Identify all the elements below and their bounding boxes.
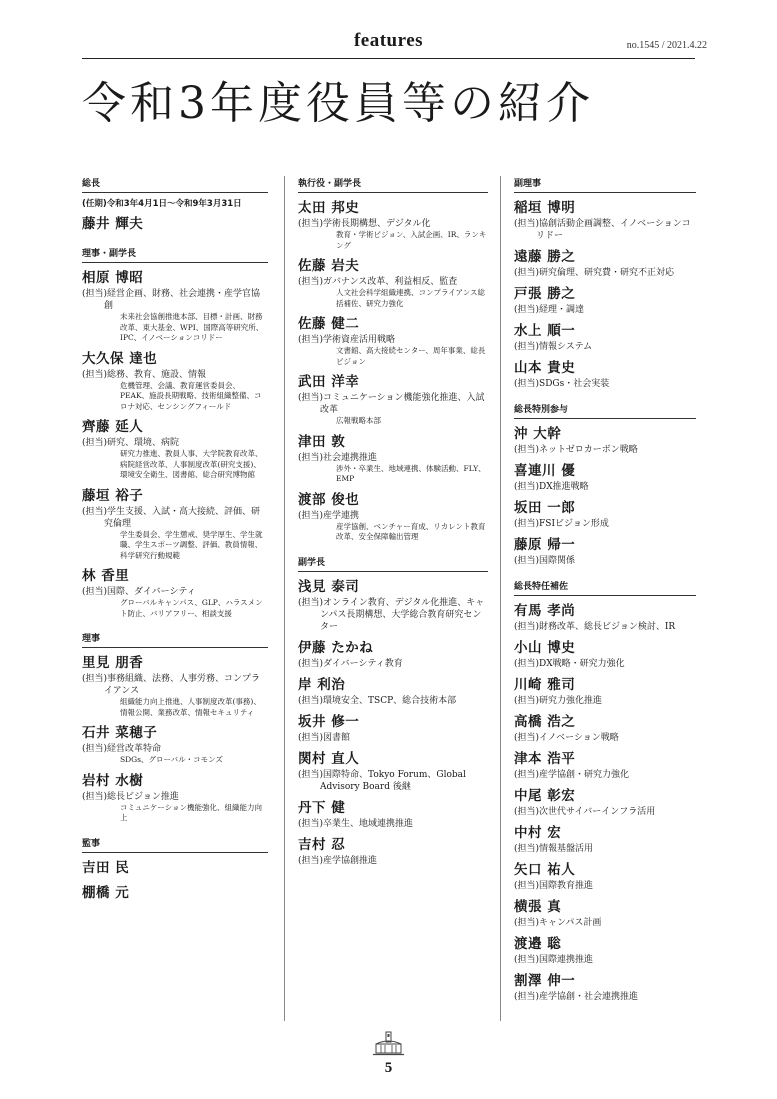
- section-heading: 執行役・副学長: [298, 176, 488, 193]
- role-text: 情報基盤活用: [539, 844, 594, 854]
- person-name: 津本 浩平: [514, 751, 576, 767]
- section-heading: 監事: [82, 836, 268, 853]
- person-detail: 危機管理、会議、教育運営委員会、PEAK、施設長期戦略、技術組織整備、コロナ対応、センシングフィールド: [120, 380, 262, 411]
- role-text: オンライン教育、デジタル化推進、キャンパス長期構想、大学総合教育研究センター: [320, 597, 485, 632]
- person-role: [514, 954, 696, 966]
- person-entry: [82, 487, 268, 562]
- person-entry: [514, 285, 696, 316]
- role-tag: (担当): [514, 305, 540, 315]
- person-role: [82, 791, 268, 803]
- column-divider: [500, 176, 501, 1021]
- section-heading: 副理事: [514, 176, 696, 193]
- role-tag: (担当): [298, 335, 324, 345]
- person-entry: [514, 898, 696, 929]
- role-text: 財務改革、総長ビジョン検討、IR: [539, 622, 676, 632]
- role-tag: (担当): [298, 597, 324, 608]
- role-tag: (担当): [514, 733, 540, 743]
- person-detail: 広報戦略本部: [336, 416, 381, 425]
- role-text: イノベーション戦略: [539, 733, 619, 743]
- role-text: 国際教育推進: [539, 881, 594, 891]
- person-name: 有馬 孝尚: [514, 603, 576, 619]
- person-name: 棚橋 元: [82, 884, 130, 901]
- person-entry: [298, 315, 488, 367]
- role-tag: (担当): [514, 445, 540, 455]
- person-detail: 学生委員会、学生懲戒、奨学厚生、学生就職、学生スポーツ調整、評価、教員情報、科学研究行動規範: [120, 529, 263, 560]
- person-name: 林 香里: [82, 568, 130, 584]
- person-role: [298, 818, 488, 830]
- person-name: 佐藤 健二: [298, 316, 360, 332]
- person-detail: 人文社会科学組織連携、コンプライアンス総括補佐、研究力強化: [336, 288, 486, 308]
- person-role: [514, 991, 696, 1003]
- person-detail: 組織能力向上推進、人事制度改革(事務)、情報公開、業務改革、情報セキュリティ: [120, 697, 261, 717]
- person-entry: [514, 861, 696, 892]
- role-tag: (担当): [514, 342, 540, 352]
- role-tag: (担当): [514, 844, 540, 854]
- person-name: 遠藤 勝之: [514, 249, 576, 265]
- person-role: [514, 621, 696, 633]
- person-name: 山本 貴史: [514, 360, 576, 376]
- section-vice-presidents: [298, 578, 488, 867]
- role-tag: (担当): [514, 622, 540, 632]
- role-text: 事務組織、法務、人事労務、コンプライアンス: [104, 674, 261, 696]
- role-text: SDGs・社会実装: [539, 379, 610, 389]
- person-name: 横張 真: [514, 899, 562, 915]
- person-name: 坂田 一郎: [514, 500, 576, 516]
- person-entry: [82, 884, 268, 903]
- person-name: 里見 朋香: [82, 655, 144, 671]
- role-text: 国際関係: [539, 556, 576, 566]
- role-tag: (担当): [514, 219, 540, 229]
- person-detail: 教育・学術ビジョン、入試企画、IR、ランキング: [336, 230, 487, 250]
- role-text: 協創活動企画調整、イノベーションコリドー: [536, 219, 691, 241]
- person-name: 中村 宏: [514, 825, 562, 841]
- person-name: 中尾 彰宏: [514, 788, 576, 804]
- role-tag: (担当): [514, 992, 540, 1002]
- person-entry: [82, 567, 268, 619]
- person-role: [514, 695, 696, 707]
- role-text: 国際、ダイバーシティ: [107, 587, 196, 597]
- person-name: 戸張 勝之: [514, 286, 576, 302]
- role-tag: (担当): [514, 770, 540, 780]
- section-heading: 総長特別参与: [514, 402, 696, 419]
- role-tag: (担当): [514, 659, 540, 669]
- person-role: [514, 218, 696, 242]
- person-entry: [514, 824, 696, 855]
- role-tag: (担当): [298, 510, 324, 521]
- person-name: 渡部 俊也: [298, 491, 360, 508]
- person-role: [298, 276, 488, 288]
- person-entry: [298, 433, 488, 485]
- role-tag: (担当): [82, 506, 108, 517]
- role-tag: (担当): [514, 482, 540, 492]
- person-role: [514, 444, 696, 456]
- person-name: 渡邉 聡: [514, 936, 562, 952]
- role-tag: (担当): [82, 369, 108, 380]
- person-entry: [298, 373, 488, 427]
- person-role: [298, 732, 488, 744]
- person-entry: [298, 199, 488, 251]
- person-role: [82, 586, 268, 598]
- person-entry: [298, 639, 488, 670]
- person-name: 割澤 伸一: [514, 973, 576, 989]
- person-role: [298, 597, 488, 633]
- person-entry: [82, 269, 268, 344]
- section-heading: 総長特任補佐: [514, 579, 696, 596]
- role-text: 研究、環境、病院: [107, 438, 180, 448]
- page-title: 令和3年度役員等の紹介: [82, 78, 594, 129]
- person-entry: [298, 491, 488, 543]
- person-entry: [514, 713, 696, 744]
- section-special-counselors: [514, 425, 696, 567]
- person-entry: [514, 787, 696, 818]
- role-tag: (担当): [514, 955, 540, 965]
- person-name: 藤垣 裕子: [82, 487, 144, 504]
- person-role: [298, 392, 488, 416]
- section-heading: 総長: [82, 176, 268, 193]
- role-tag: (担当): [298, 732, 324, 743]
- person-role: [82, 369, 268, 381]
- person-name: 太田 邦史: [298, 200, 360, 216]
- person-name: 浅見 泰司: [298, 578, 360, 595]
- role-tag: (担当): [298, 393, 324, 403]
- role-tag: (担当): [82, 289, 108, 299]
- role-tag: (担当): [82, 744, 108, 754]
- column-divider: [284, 176, 285, 1021]
- role-text: 産学協創・社会連携推進: [539, 992, 639, 1002]
- person-role: [514, 806, 696, 818]
- person-role: [82, 743, 268, 755]
- role-text: 学生支援、入試・高大接続、評価、研究倫理: [104, 506, 261, 529]
- role-tag: (担当): [514, 379, 540, 389]
- person-name: 稲垣 博明: [514, 200, 576, 216]
- person-role: [514, 769, 696, 781]
- person-name: 小山 博史: [514, 640, 576, 656]
- role-tag: (担当): [298, 695, 324, 706]
- role-tag: (担当): [514, 519, 540, 529]
- person-role: [514, 658, 696, 670]
- person-role: [298, 334, 488, 346]
- person-role: [298, 769, 488, 793]
- role-tag: (担当): [298, 658, 324, 669]
- section-directors: [82, 654, 268, 824]
- role-tag: (担当): [514, 881, 540, 891]
- person-name: 佐藤 岩夫: [298, 258, 360, 274]
- role-tag: (担当): [82, 791, 108, 802]
- person-role: [514, 341, 696, 353]
- issue-info: no.1545 / 2021.4.22: [626, 40, 707, 51]
- person-role: [82, 673, 268, 697]
- role-text: ガバナンス改革、利益相反、監査: [323, 277, 458, 287]
- person-entry: [514, 676, 696, 707]
- person-entry: [298, 836, 488, 867]
- person-role: [82, 506, 268, 530]
- page-number: 5: [384, 1060, 393, 1076]
- role-text: キャンパス計画: [539, 918, 602, 928]
- role-text: 経理・調達: [539, 305, 585, 315]
- role-tag: (担当): [298, 452, 324, 463]
- person-entry: [514, 359, 696, 390]
- person-entry: [514, 639, 696, 670]
- role-tag: (担当): [298, 818, 324, 829]
- role-text: コミュニケーション機能強化推進、入試改革: [320, 393, 485, 415]
- person-entry: [298, 799, 488, 830]
- role-text: 卒業生、地域連携推進: [323, 818, 414, 829]
- person-name: 岸 利治: [298, 676, 346, 693]
- role-text: 経営企画、財務、社会連携・産学官協創: [104, 289, 261, 311]
- person-entry: [514, 425, 696, 456]
- person-name: 喜連川 優: [514, 463, 576, 479]
- person-entry: [82, 724, 268, 766]
- person-role: [298, 695, 488, 707]
- person-name: 藤原 帰一: [514, 537, 576, 553]
- person-detail: 渉外・卒業生、地域連携、体験活動、FLY、EMP: [336, 463, 486, 483]
- person-role: [514, 378, 696, 390]
- person-entry: [298, 713, 488, 744]
- section-exec-vp: [82, 269, 268, 619]
- role-text: 産学協創・研究力強化: [539, 770, 630, 780]
- person-entry: [514, 972, 696, 1003]
- role-tag: (担当): [82, 587, 108, 597]
- role-tag: (担当): [82, 674, 108, 684]
- person-name: 吉村 忍: [298, 836, 346, 853]
- person-entry: [514, 499, 696, 530]
- role-text: 総務、教育、施設、情報: [107, 369, 207, 380]
- header-title: features: [353, 30, 424, 51]
- person-name: 沖 大幹: [514, 426, 562, 442]
- role-text: DX推進戦略: [539, 482, 589, 492]
- role-tag: (担当): [514, 696, 540, 706]
- section-president: [82, 215, 268, 234]
- person-role: [82, 437, 268, 449]
- role-text: 環境安全、TSCP、総合技術本部: [323, 695, 457, 706]
- section-special-assistants: [514, 602, 696, 1003]
- person-entry: [514, 199, 696, 242]
- section-executives: [298, 199, 488, 543]
- person-entry: [82, 772, 268, 824]
- person-name: 吉田 民: [82, 859, 130, 876]
- person-entry: [514, 248, 696, 279]
- person-name: 津田 敦: [298, 433, 346, 450]
- person-role: [514, 917, 696, 929]
- person-entry: [82, 350, 268, 413]
- role-text: ダイバーシティ教育: [323, 658, 403, 669]
- column-2: [298, 176, 488, 873]
- person-name: 石井 菜穂子: [82, 725, 158, 741]
- person-entry: [514, 935, 696, 966]
- person-name: 相原 博昭: [82, 270, 144, 286]
- person-role: [298, 855, 488, 867]
- person-entry: [82, 215, 268, 234]
- person-detail: 未来社会協創推進本部、目標・計画、財務改革、東大基金、WPI、国際高等研究所、IPC、イノベーションコリドー: [120, 312, 264, 342]
- person-name: 岩村 水樹: [82, 772, 144, 789]
- role-text: 研究力強化推進: [539, 696, 603, 706]
- person-name: 高橋 浩之: [514, 714, 576, 730]
- person-name: 大久保 達也: [82, 350, 158, 367]
- role-tag: (担当): [514, 918, 540, 928]
- person-entry: [298, 676, 488, 707]
- person-detail: 研究力推進、教員人事、大学院教育改革、病院経営改革、人事制度改革(研究支援)、環境安全衛生、図書館、総合研究博物館: [120, 449, 263, 479]
- person-role: [514, 843, 696, 855]
- person-entry: [514, 750, 696, 781]
- role-text: 産学協創推進: [323, 855, 378, 866]
- person-detail: 産学協創、ベンチャー育成、リカレント教育改革、安全保障輸出管理: [336, 521, 486, 541]
- role-text: 研究倫理、研究費・研究不正対応: [539, 268, 675, 278]
- role-text: 総長ビジョン推進: [107, 791, 179, 802]
- role-tag: (担当): [82, 438, 108, 448]
- person-detail: コミュニケーション機能強化、組織能力向上: [120, 802, 263, 822]
- person-role: [298, 510, 488, 522]
- person-entry: [298, 750, 488, 793]
- role-text: 経営改革特命: [107, 744, 162, 754]
- role-text: DX戦略・研究力強化: [539, 659, 625, 669]
- section-heading: 理事: [82, 631, 268, 648]
- role-text: 社会連携推進: [323, 452, 378, 463]
- person-name: 矢口 祐人: [514, 862, 576, 878]
- person-role: [514, 518, 696, 530]
- role-text: 情報システム: [539, 342, 593, 352]
- role-tag: (担当): [514, 807, 540, 817]
- section-heading: 理事・副学長: [82, 246, 268, 263]
- person-role: [298, 658, 488, 670]
- person-entry: [298, 578, 488, 633]
- role-text: 国際特命、Tokyo Forum、Global Advisory Board 後継: [320, 769, 466, 792]
- person-detail: SDGs、グローバル・コモンズ: [120, 755, 223, 764]
- person-role: [514, 481, 696, 493]
- role-text: 次世代サイバーインフラ活用: [539, 807, 656, 817]
- role-tag: (担当): [514, 268, 540, 278]
- person-role: [514, 304, 696, 316]
- person-name: 水上 順一: [514, 323, 576, 339]
- person-entry: [298, 257, 488, 309]
- role-tag: (担当): [514, 556, 540, 566]
- person-entry: [514, 462, 696, 493]
- role-text: FSIビジョン形成: [539, 519, 609, 529]
- role-tag: (担当): [298, 219, 324, 229]
- person-role: [514, 732, 696, 744]
- column-3: [514, 176, 696, 1009]
- role-text: 国際連携推進: [539, 955, 594, 965]
- role-text: 図書館: [323, 732, 351, 743]
- person-name: 関村 直人: [298, 750, 360, 767]
- role-tag: (担当): [298, 277, 324, 287]
- person-entry: [514, 536, 696, 567]
- person-entry: [82, 418, 268, 481]
- role-tag: (担当): [298, 855, 324, 866]
- yasuda-auditorium-icon: [372, 1030, 405, 1058]
- term-of-office: (任期)令和3年4月1日～令和9年3月31日: [82, 199, 242, 209]
- person-role: [514, 880, 696, 892]
- person-name: 川崎 雅司: [514, 677, 576, 693]
- role-text: 学術資産活用戦略: [323, 335, 396, 345]
- person-name: 齊藤 延人: [82, 419, 144, 435]
- role-tag: (担当): [298, 769, 324, 780]
- person-name: 武田 洋幸: [298, 374, 360, 390]
- person-role: [514, 267, 696, 279]
- header-rule: [82, 58, 695, 59]
- section-auditors: [82, 859, 268, 903]
- person-role: [82, 288, 268, 312]
- person-name: 伊藤 たかね: [298, 639, 374, 656]
- section-heading: 副学長: [298, 555, 488, 572]
- person-entry: [82, 654, 268, 718]
- role-text: 学術長期構想、デジタル化: [323, 219, 431, 229]
- role-text: ネットゼロカーボン戦略: [539, 445, 638, 455]
- person-name: 坂井 修一: [298, 713, 360, 730]
- person-detail: 文書館、高大接続センター、周年事業、総長ビジョン: [336, 346, 486, 366]
- person-entry: [514, 322, 696, 353]
- column-1: [82, 176, 268, 909]
- person-entry: [514, 602, 696, 633]
- person-name: 藤井 輝夫: [82, 216, 144, 232]
- section-vice-directors: [514, 199, 696, 390]
- role-text: 産学連携: [323, 510, 360, 521]
- person-role: [298, 452, 488, 464]
- person-name: 丹下 健: [298, 799, 346, 816]
- person-detail: グローバルキャンパス、GLP、ハラスメント防止、バリアフリー、相談支援: [120, 598, 263, 618]
- person-role: [298, 218, 488, 230]
- person-role: [514, 555, 696, 567]
- person-entry: [82, 859, 268, 878]
